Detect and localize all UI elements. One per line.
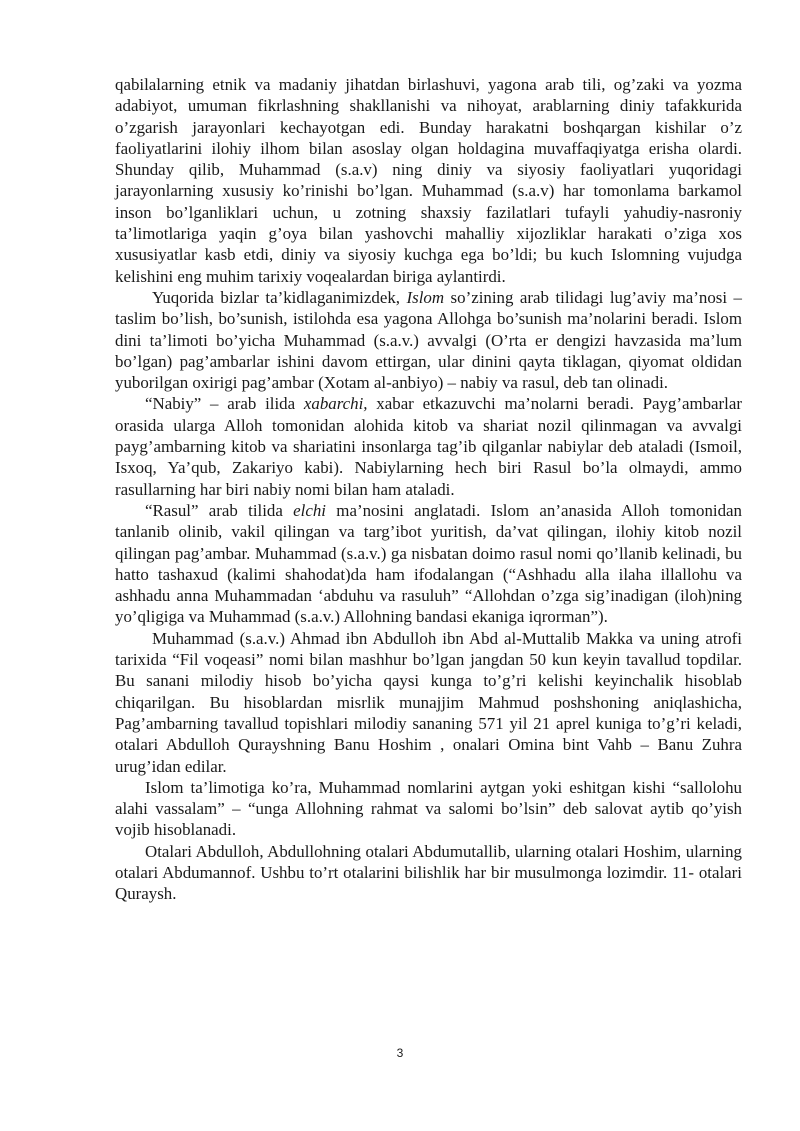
page-number: 3: [396, 1046, 404, 1060]
paragraph-6: Islom ta’limotiga ko’ra, Muhammad nomlarini aytgan yoki eshitgan kishi “sallolohu alahi vassalam” – “unga Allohning rahmat va salomi bo’lsin” deb salovat aytib qo’yish vojib hisoblanadi.: [115, 777, 742, 840]
paragraph-2: Yuqorida bizlar ta’kidlaganimizdek, Islom so’zining arab tilidagi lug’aviy ma’nosi – taslim bo’lish, bo’sunish, istilohda esa yagona Allohga bo’sunish ma’nolarini beradi. Islom dini ta’limoti bo’yicha Muhammad (s.a.v.) avvalgi (O’rta er dengizi havzasida ma’lum bo’lgan) pag’ambarlar ishini davom ettirgan, ular dinini qayta tiklagan, qiyomat oldidan yuborilgan oxirigi pag’ambar (Xotam al-anbiyo) – nabiy va rasul, deb tan olinadi.: [115, 287, 742, 393]
paragraph-4: “Rasul” arab tilida elchi ma’nosini anglatadi. Islom an’anasida Alloh tomonidan tanlanib olinib, vakil qilingan va targ’ibot yuritish, da’vat qilingan, ilohiy kitob nozil qilingan pag’ambar. Muhammad (s.a.v.) ga nisbatan doimo rasul nomi qo’llanib kelinadi, bu hatto tashaxud (kalimi shahodat)da ham ifodalangan (“Ashhadu alla ilaha illallohu va ashhadu anna Muhammadan ‘abduhu va rasuluh” “Allohdan o’zga sig’inadigan (iloh)ning yo’qligiga va Muhammad (s.a.v.) Allohning bandasi ekaniga iqrorman”).: [115, 500, 742, 627]
paragraph-5: Muhammad (s.a.v.) Ahmad ibn Abdulloh ibn Abd al-Muttalib Makka va uning atrofi tarixida “Fil voqeasi” nomi bilan mashhur bo’lgan jangdan 50 kun keyin tavallud topdilar. Bu sanani milodiy hisob bo’yicha qaysi kunga to’g’ri kelishi keyinchalik hisoblab chiqarilgan. Bu hisoblardan misrlik munajjim Mahmud poshshoning aniqlashicha, Pag’ambarning tavallud topishlari milodiy sananing 571 yil 21 aprel kuniga to’g’ri keladi, otalari Abdulloh Qurayshning Banu Hoshim , onalari Omina bint Vahb – Banu Zuhra urug’idan edilar.: [115, 628, 742, 776]
emphasis-elchi: elchi: [293, 500, 326, 520]
paragraph-3: “Nabiy” – arab ilida xabarchi, xabar etkazuvchi ma’nolarni beradi. Payg’ambarlar orasida ularga Alloh tomonidan alohida kitob va shariat nozil qilinmagan va avvalgi payg’ambarning kitob va shariatini insonlarga tag’ib qilganlar nabiylar deb ataladi (Ismoil, Isxoq, Ya’qub, Zakariyo kabi). Nabiylarning hech biri Rasul bo’la olmaydi, ammo rasullarning har biri nabiy nomi bilan ham ataladi.: [115, 394, 742, 499]
paragraph-1: qabilalarning etnik va madaniy jihatdan birlashuvi, yagona arab tili, og’zaki va yozma adabiyot, umuman fikrlashning shakllanishi va nihoyat, arablarning diniy tafakkurida o’zgarish jarayonlari kechayotgan edi. Bunday harakatni boshqargan kishilar o’z faoliyatlarini ilohiy ilhom bilan asoslay olgan holdagina muvaffaqiyatga erisha olardi. Shunday qilib, Muhammad (s.a.v) ning diniy va siyosiy faoliyatlari yuqoridagi jarayonlarning xususiy ko’rinishi bo’lgan. Muhammad (s.a.v) har tomonlama barkamol inson bo’lganliklari uchun, u zotning shaxsiy fazilatlari tufayli yahudiy-nasroniy ta’limotlariga yaqin g’oya bilan yashovchi mahalliy xijozliklar harakati o’ziga xos xususiyatlar kasb etdi, diniy va siyosiy kuchga ega bo’ldi; bu kuch Islomning vujudga kelishini eng muhim tarixiy voqealardan biriga aylantirdi.: [115, 75, 742, 286]
emphasis-xabarchi: xabarchi,: [303, 394, 368, 414]
body-text: [115, 74, 742, 905]
paragraph-7: Otalari Abdulloh, Abdullohning otalari Abdumutallib, ularning otalari Hoshim, ularning otalari Abdumannof. Ushbu to’rt otalarini bilishlik har bir musulmonga lozimdir. 11- otalari Quraysh.: [115, 841, 742, 904]
emphasis-islom: Islom: [406, 287, 445, 307]
